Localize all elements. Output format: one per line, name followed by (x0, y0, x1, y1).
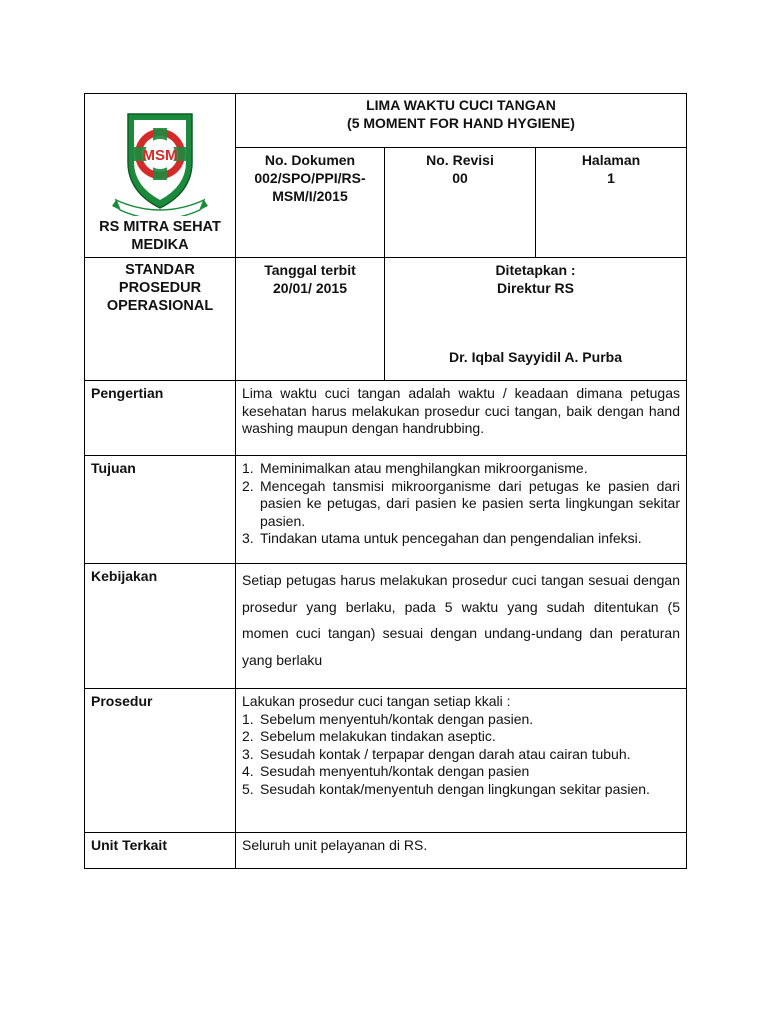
list-item: 2. Mencegah tansmisi mikroorganisme dari petugas ke pasien dari pasien ke petugas, dari pasien ke pasien serta lingkungan sekitar pasien. (242, 477, 680, 529)
no-revisi-label: No. Revisi (426, 152, 494, 168)
tujuan-label-cell (85, 456, 236, 564)
unit-terkait-label-cell (85, 833, 236, 869)
tanggal-terbit-value: 20/01/ 2015 (273, 280, 347, 296)
prosedur-intro: Lakukan prosedur cuci tangan setiap kkali : (242, 693, 511, 709)
halaman-value: 1 (607, 170, 615, 186)
no-dokumen-label: No. Dokumen (264, 152, 356, 168)
ditetapkan-by: Direktur RS (496, 280, 575, 296)
no-revisi-cell (385, 148, 536, 258)
unit-terkait-text: Seluruh unit pelayanan di RS. (242, 837, 428, 853)
unit-terkait-content-cell (236, 833, 687, 869)
tanggal-terbit-cell (236, 258, 385, 381)
document-title-cell (236, 94, 687, 148)
list-item: 5. Sesudah kontak/menyentuh dengan lingkungan sekitar pasien. (242, 780, 650, 797)
halaman-cell (536, 148, 687, 258)
kebijakan-text: Setiap petugas harus melakukan prosedur cuci tangan sesuai dengan prosedur yang berlaku, pada 5 waktu yang sudah ditentukan (5 momen cuci tangan) sesuai dengan undang-undang dan peraturan yang berlaku (242, 572, 680, 668)
list-item: 4. Sesudah menyentuh/kontak dengan pasien (242, 763, 530, 779)
no-dokumen-cell (236, 148, 385, 258)
sop-title-cell (85, 258, 236, 381)
pengertian-text: Lima waktu cuci tangan adalah waktu / keadaan dimana petugas kesehatan harus melakukan prosedur cuci tangan, baik dengan hand washing maupun dengan handrubbing. (242, 385, 680, 436)
hospital-logo (112, 108, 208, 216)
kebijakan-content-cell (236, 564, 687, 689)
document-title: LIMA WAKTU CUCI TANGAN (366, 97, 556, 113)
unit-terkait-label: Unit Terkait (91, 837, 167, 853)
logo-monogram: MSM (142, 147, 178, 164)
prosedur-label: Prosedur (91, 693, 153, 709)
kebijakan-label-cell (85, 564, 236, 689)
document-subtitle: (5 MOMENT FOR HAND HYGIENE) (347, 115, 575, 131)
tanggal-terbit-label: Tanggal terbit (264, 262, 356, 278)
prosedur-content-cell (236, 689, 687, 833)
prosedur-label-cell (85, 689, 236, 833)
signatory-name: Dr. Iqbal Sayyidil A. Purba (449, 349, 622, 365)
list-item: 3. Sesudah kontak / terpapar dengan darah atau cairan tubuh. (242, 745, 631, 762)
no-revisi-value: 00 (452, 170, 468, 186)
list-item: 1. Meminimalkan atau menghilangkan mikroorganisme. (242, 460, 588, 476)
pengertian-label-cell (85, 381, 236, 456)
tujuan-list (242, 460, 680, 548)
pengertian-label: Pengertian (91, 385, 164, 401)
no-dokumen-value: 002/SPO/PPI/RS-MSM/I/2015 (254, 170, 366, 204)
prosedur-list (242, 711, 680, 799)
list-item: 3. Tindakan utama untuk pencegahan dan pengendalian infeksi. (242, 530, 642, 546)
logo-cell (85, 94, 236, 258)
hospital-name: RS MITRA SEHAT MEDIKA (99, 219, 221, 253)
ditetapkan-label: Ditetapkan : (495, 262, 576, 278)
tujuan-content-cell (236, 456, 687, 564)
tujuan-label: Tujuan (91, 460, 136, 476)
kebijakan-label: Kebijakan (91, 568, 158, 584)
list-item: 2. Sebelum melakukan tindakan aseptic. (242, 728, 496, 744)
list-item: 1. Sebelum menyentuh/kontak dengan pasien. (242, 710, 534, 727)
pengertian-content-cell (236, 381, 687, 456)
sop-document-table (84, 93, 687, 869)
halaman-label: Halaman (581, 152, 641, 168)
ditetapkan-cell (385, 258, 687, 381)
sop-title: STANDAR PROSEDUR OPERASIONAL (106, 262, 214, 314)
